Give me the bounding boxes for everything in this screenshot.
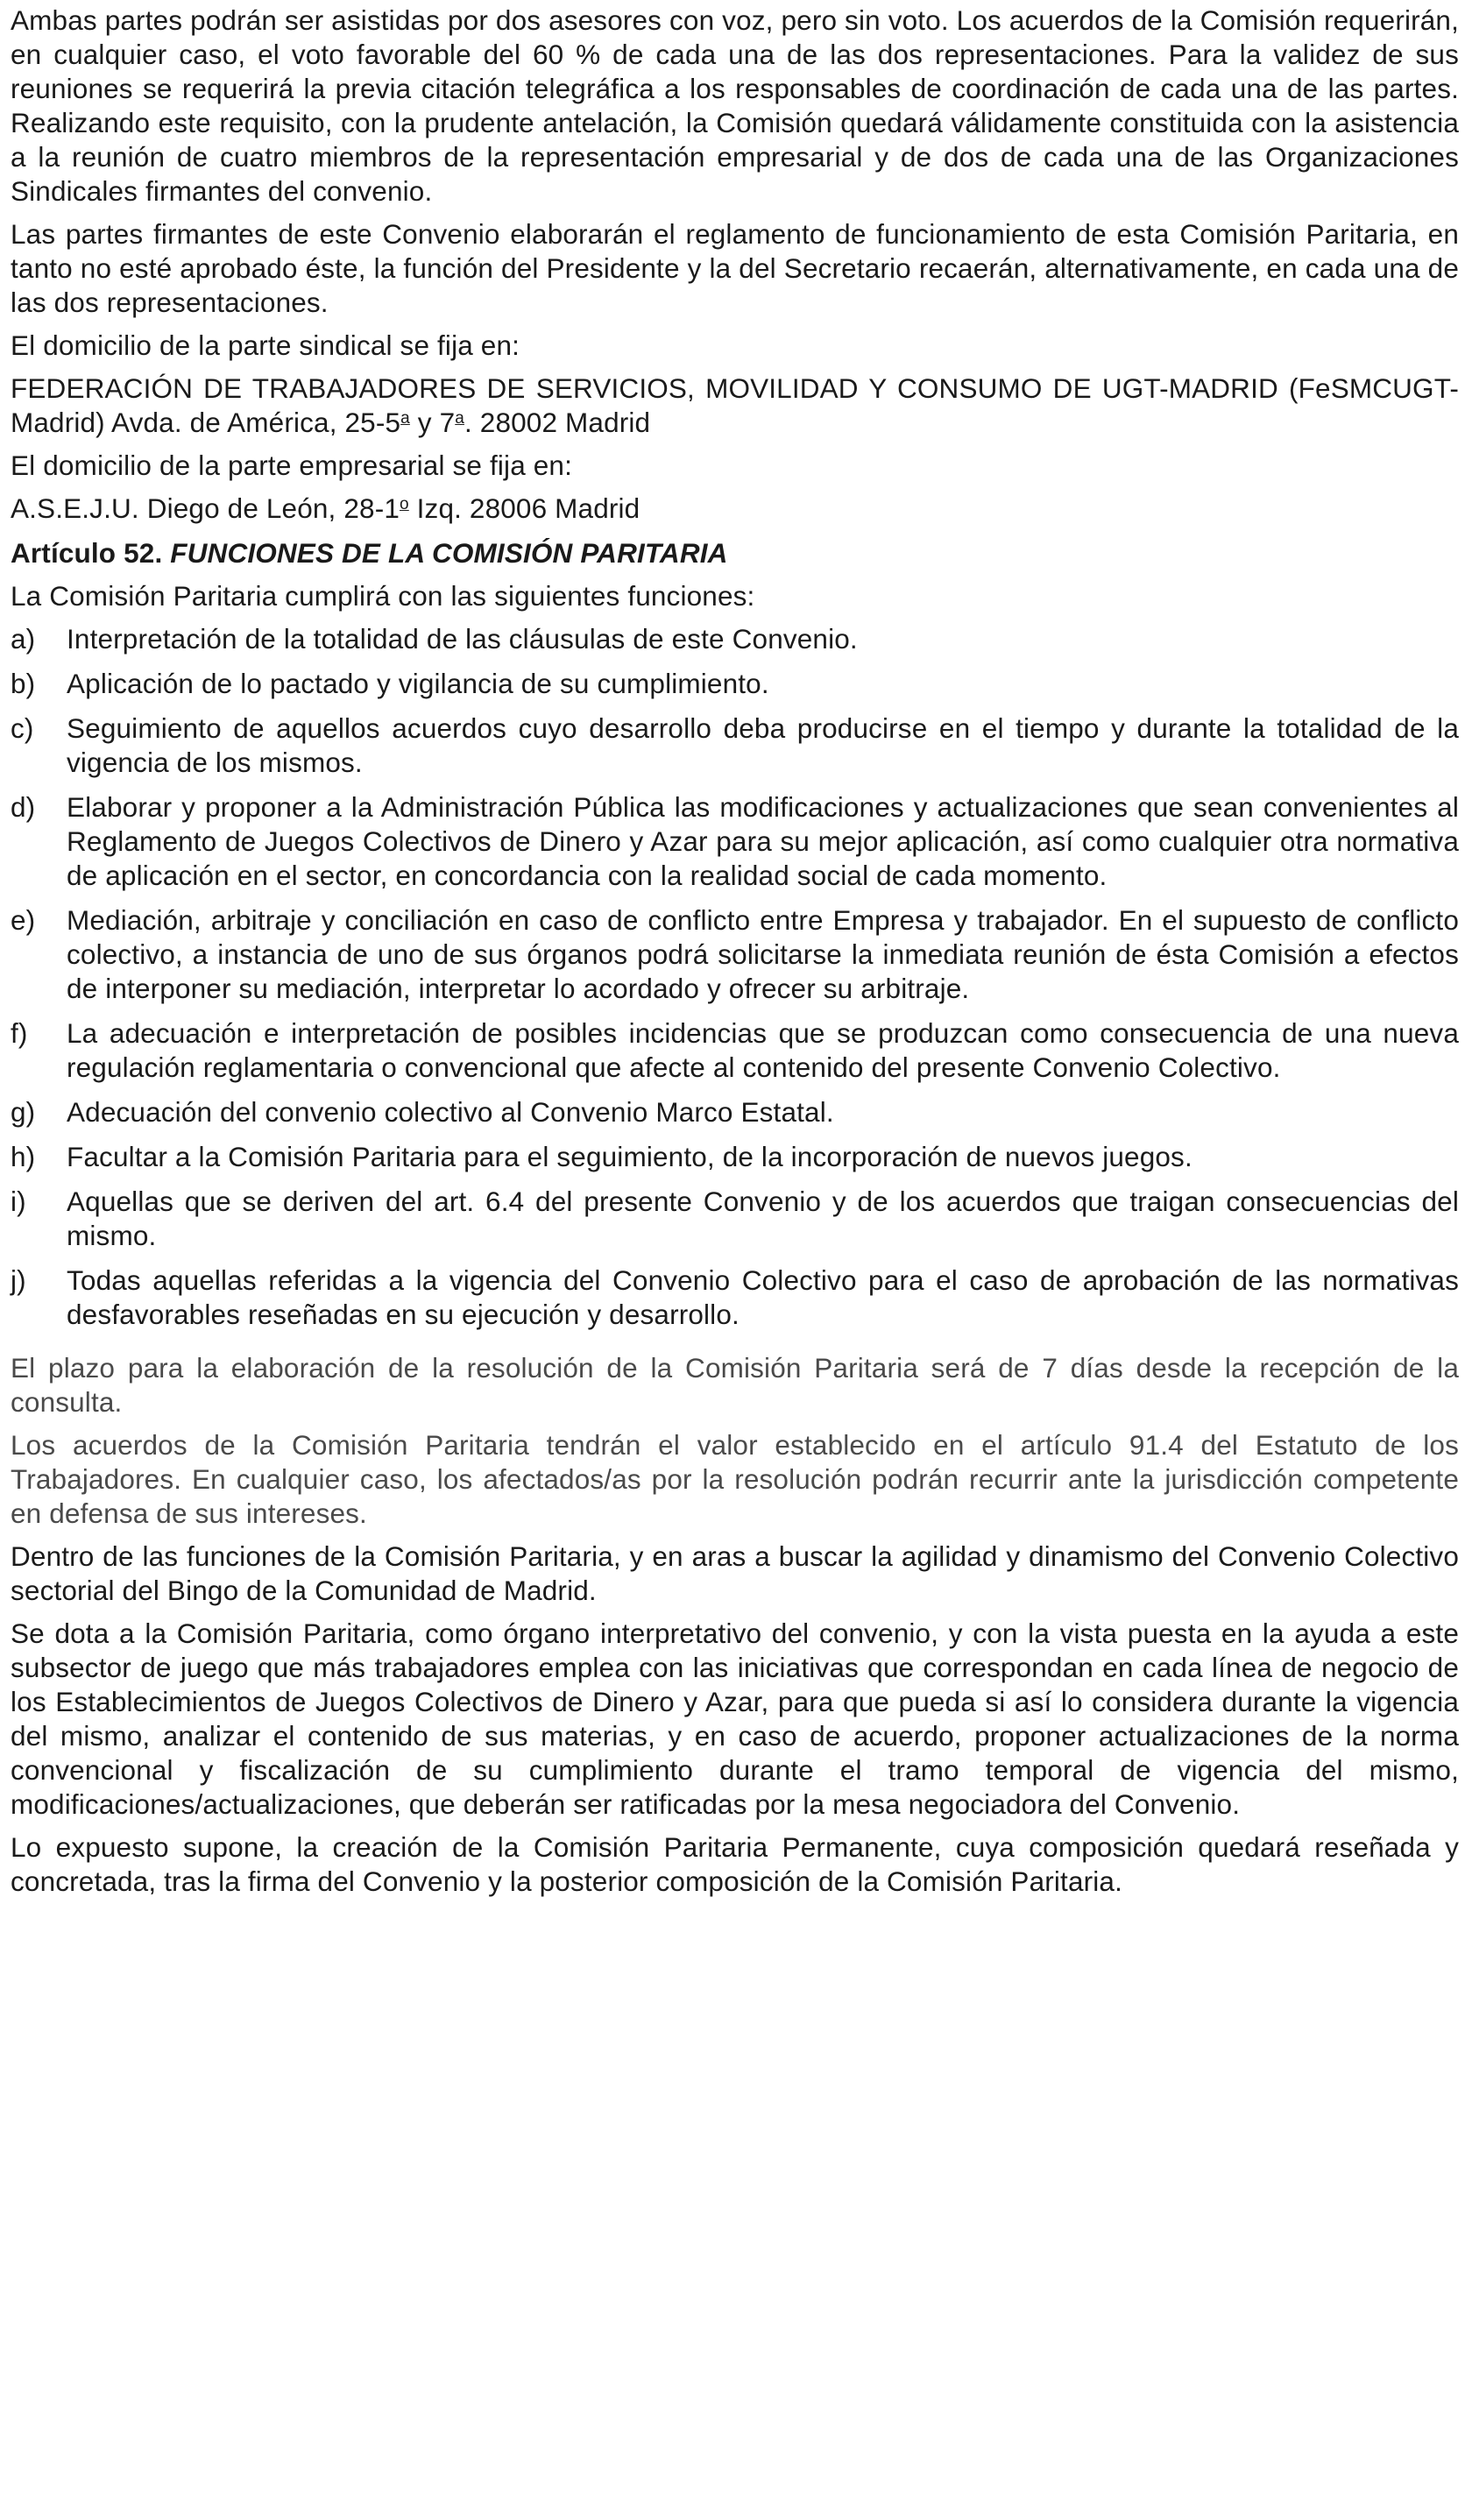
paragraph-resolution-deadline: El plazo para la elaboración de la resolución de la Comisión Paritaria será de 7 días desde la recepción de la consulta.: [11, 1352, 1459, 1418]
list-item: [11, 1185, 1459, 1253]
list-item-letter: d): [11, 791, 36, 823]
paragraph-employer-domicile-label: El domicilio de la parte empresarial se fija en:: [11, 449, 572, 481]
list-item: [11, 1140, 1459, 1174]
paragraph-union-domicile-label: El domicilio de la parte sindical se fija en:: [11, 329, 520, 361]
list-item-text: Aplicación de lo pactado y vigilancia de su cumplimiento.: [67, 668, 769, 699]
list-item-text: Adecuación del convenio colectivo al Convenio Marco Estatal.: [67, 1096, 834, 1128]
list-item-text: Seguimiento de aquellos acuerdos cuyo desarrollo deba producirse en el tiempo y durante la totalidad de la vigencia de los mismos.: [67, 712, 1459, 778]
list-item-text: Todas aquellas referidas a la vigencia del Convenio Colectivo para el caso de aprobación de las normativas desfavorables reseñadas en su ejecución y desarrollo.: [67, 1264, 1459, 1330]
employer-address: [11, 492, 1459, 526]
paragraph-advisors-agreements: Ambas partes podrán ser asistidas por dos asesores con voz, pero sin voto. Los acuerdos de la Comisión requerirán, en cualquier caso, el voto favorable del 60 % de cada una de las dos representaciones. Para la validez de sus reuniones se requerirá la previa citación telegráfica a los responsables de coordinación de cada una de las partes. Realizando este requisito, con la prudente antelación, la Comisión quedará válidamente constituida con la asistencia a la reunión de cuatro miembros de la representación empresarial y de dos de cada una de las Organizaciones Sindicales firmantes del convenio.: [11, 4, 1459, 207]
list-item: [11, 667, 1459, 701]
list-item-letter: c): [11, 712, 34, 744]
list-item-letter: e): [11, 904, 36, 936]
list-item-text: Facultar a la Comisión Paritaria para el seguimiento, de la incorporación de nuevos juegos.: [67, 1141, 1192, 1172]
employer-address-start: A.S.E.J.U. Diego de León, 28-1: [11, 492, 400, 524]
union-address: [11, 372, 1459, 440]
list-item: [11, 1264, 1459, 1332]
list-item-text: Interpretación de la totalidad de las cláusulas de este Convenio.: [67, 623, 858, 655]
list-item-text: Mediación, arbitraje y conciliación en caso de conflicto entre Empresa y trabajador. En el supuesto de conflicto colectivo, a instancia de uno de sus órganos podrá solicitarse la inmediata reunión de ésta Comisión a efectos de interponer su mediación, interpretar lo acordado y ofrecer su arbitraje.: [67, 904, 1459, 1004]
union-address-mid: y 7: [409, 407, 456, 438]
list-item: [11, 1016, 1459, 1085]
employer-address-end: Izq. 28006 Madrid: [408, 492, 640, 524]
list-item-letter: a): [11, 623, 36, 655]
list-item: [11, 903, 1459, 1006]
list-item-letter: h): [11, 1141, 36, 1172]
list-item: [11, 790, 1459, 893]
article-number: Artículo 52.: [11, 537, 163, 569]
paragraph-functions-agility: Dentro de las funciones de la Comisión Paritaria, y en aras a buscar la agilidad y dinamismo del Convenio Colectivo sectorial del Bingo de la Comunidad de Madrid.: [11, 1540, 1459, 1606]
article-heading: [11, 536, 1459, 570]
list-item-letter: b): [11, 668, 36, 699]
list-item-letter: j): [11, 1264, 26, 1296]
union-address-end: . 28002 Madrid: [464, 407, 651, 438]
paragraph-agreements-value: Los acuerdos de la Comisión Paritaria tendrán el valor establecido en el artículo 91.4 del Estatuto de los Trabajadores. En cualquier caso, los afectados/as por la resolución podrán recurrir ante la jurisdicción competente en defensa de sus intereses.: [11, 1429, 1459, 1529]
list-item: [11, 622, 1459, 656]
list-item-text: Elaborar y proponer a la Administración Pública las modificaciones y actualizaciones que sean convenientes al Reglamento de Juegos Colectivos de Dinero y Azar para su mejor aplicación, así como cualquier otra normativa de aplicación en el sector, en concordancia con la realidad social de cada momento.: [67, 791, 1459, 891]
article-title: FUNCIONES DE LA COMISIÓN PARITARIA: [170, 537, 728, 569]
document-page: [0, 4, 1472, 2520]
paragraph-permanent-commission: Lo expuesto supone, la creación de la Comisión Paritaria Permanente, cuya composición quedará reseñada y concretada, tras la firma del Convenio y la posterior composición de la Comisión Paritaria.: [11, 1831, 1459, 1897]
list-item-letter: i): [11, 1186, 26, 1217]
union-address-ordinal-2: a: [455, 409, 464, 428]
union-address-ordinal-1: a: [400, 409, 410, 428]
list-item-text: La adecuación e interpretación de posibles incidencias que se produzcan como consecuencia de una nueva regulación reglamentaria o convencional que afecte al contenido del presente Convenio Colectivo.: [67, 1017, 1459, 1083]
list-item: [11, 711, 1459, 780]
list-item-letter: g): [11, 1096, 36, 1128]
union-address-line: FEDERACIÓN DE TRABAJADORES DE SERVICIOS, MOVILIDAD Y CONSUMO DE UGT-MADRID (FeSMCUGT-Madrid) Avda. de América, 25-5: [11, 372, 1459, 438]
employer-address-ordinal: o: [400, 495, 409, 513]
list-item-letter: f): [11, 1017, 28, 1049]
list-item: [11, 1095, 1459, 1129]
article-intro: La Comisión Paritaria cumplirá con las siguientes funciones:: [11, 580, 755, 612]
paragraph-interpretive-body: Se dota a la Comisión Paritaria, como órgano interpretativo del convenio, y con la vista puesta en la ayuda a este subsector de juego que más trabajadores emplea con las iniciativas que correspondan en cada línea de negocio de los Establecimientos de Juegos Colectivos de Dinero y Azar, para que pueda si así lo considera durante la vigencia del mismo, analizar el contenido de sus materias, y en caso de acuerdo, proponer actualizaciones de la norma convencional y fiscalización de su cumplimiento durante el tramo temporal de vigencia del mismo, modificaciones/actualizaciones, que deberán ser ratificadas por la mesa negociadora del Convenio.: [11, 1617, 1459, 1820]
list-item-text: Aquellas que se deriven del art. 6.4 del presente Convenio y de los acuerdos que traigan consecuencias del mismo.: [67, 1186, 1459, 1251]
paragraph-regulations: Las partes firmantes de este Convenio elaborarán el reglamento de funcionamiento de esta Comisión Paritaria, en tanto no esté aprobado éste, la función del Presidente y la del Secretario recaerán, alternativamente, en cada una de las dos representaciones.: [11, 218, 1459, 318]
functions-list: [11, 622, 1459, 1332]
